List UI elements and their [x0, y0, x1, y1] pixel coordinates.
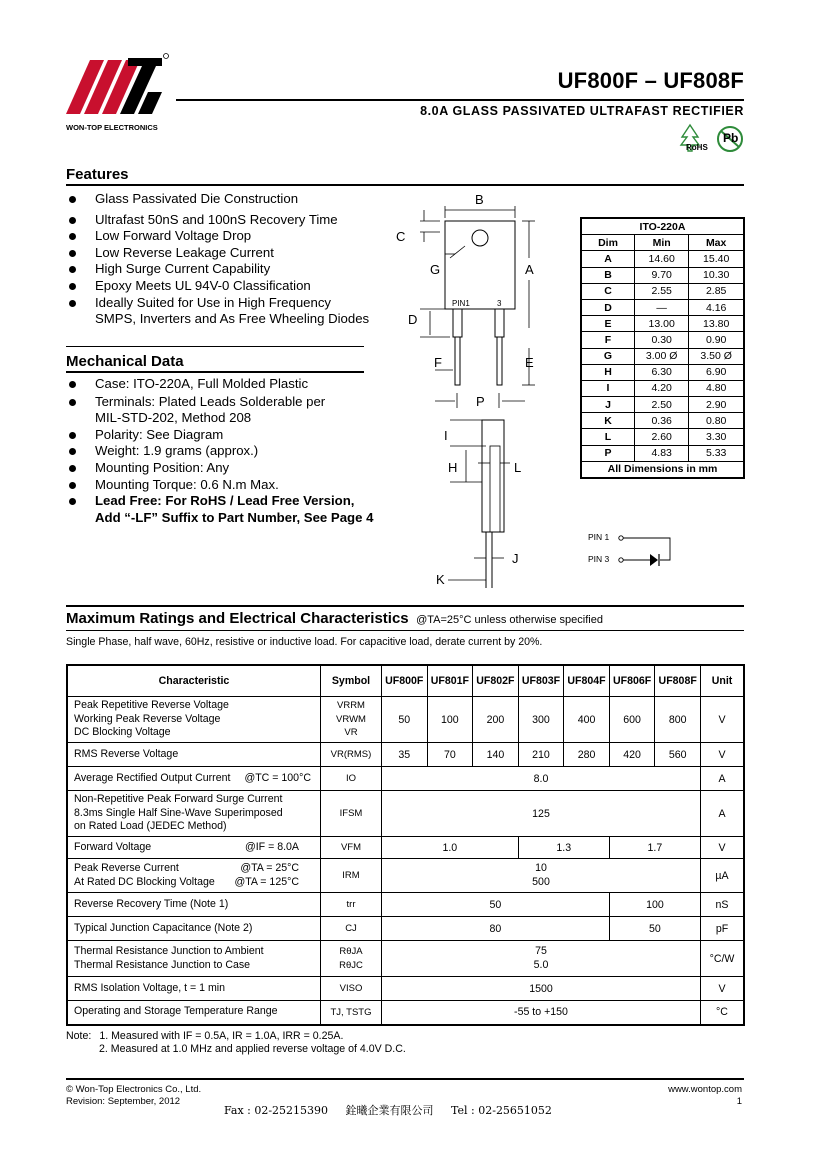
dim-value: 2.90 — [689, 397, 744, 413]
dim-header: Max — [689, 235, 744, 251]
dim-label-b: B — [475, 192, 484, 207]
dim-label-k: K — [436, 572, 445, 587]
pb-label: Pb — [723, 131, 739, 145]
dim-value: 4.16 — [689, 299, 744, 315]
dim-letter: B — [581, 267, 635, 283]
mechanical-rule — [66, 346, 364, 347]
company-logo — [66, 52, 170, 122]
contact-line: Fax : 02-25215390 銓曦企業有限公司 Tel : 02-25651052 — [224, 1104, 552, 1117]
list-item: Case: ITO-220A, Full Molded Plastic — [66, 376, 406, 393]
table-row: RMS Isolation Voltage, t = 1 min VISO 1500 V — [67, 977, 744, 1001]
dim-value: 13.00 — [635, 316, 689, 332]
mechanical-list — [66, 376, 406, 526]
col-header: UF801F — [427, 665, 473, 697]
list-item: Add “-LF” Suffix to Part Number, See Page 4 — [95, 509, 374, 525]
dim-letter: P — [581, 445, 635, 461]
dim-value: 2.55 — [635, 283, 689, 299]
dim-header: Min — [635, 235, 689, 251]
rohs-icon — [678, 123, 712, 157]
ratings-heading-line — [66, 610, 603, 628]
table-row: Peak Reverse Current @TA = 25°C At Rated DC Blocking Voltage @TA = 125°C IRM 10 500 µA — [67, 859, 744, 893]
dim-value: 4.80 — [689, 380, 744, 396]
dim-value: 0.80 — [689, 413, 744, 429]
table-row: Peak Repetitive Reverse Voltage Working Peak Reverse Voltage DC Blocking Voltage VRRM VRWM VR 50 100 200 300 400 600 800 V — [67, 697, 744, 743]
dim-value: 0.36 — [635, 413, 689, 429]
ratings-note: Single Phase, half wave, 60Hz, resistive or inductive load. For capacitive load, derate current by 20%. — [66, 636, 543, 648]
dim-value: 15.40 — [689, 251, 744, 267]
ratings-rule — [66, 630, 744, 631]
page-number: 1 — [736, 1096, 742, 1107]
brand-name: WON-TOP ELECTRONICS — [66, 123, 158, 132]
list-item: Glass Passivated Die Construction — [66, 191, 406, 208]
dim-label-p: P — [476, 394, 485, 409]
pin1-text: PIN1 — [452, 299, 470, 308]
dimensions-table — [580, 217, 745, 479]
col-header: UF808F — [655, 665, 701, 697]
dim-label-f: F — [434, 355, 442, 370]
list-item: Terminals: Plated Leads Solderable per — [66, 394, 406, 411]
dim-value: 3.30 — [689, 429, 744, 445]
dim-letter: K — [581, 413, 635, 429]
dim-value: 0.30 — [635, 332, 689, 348]
dim-value: 13.80 — [689, 316, 744, 332]
list-item: MIL-STD-202, Method 208 — [95, 410, 252, 426]
note-1: 1. Measured with IF = 0.5A, IR = 1.0A, IRR = 0.25A. — [99, 1030, 344, 1042]
dim-value: 14.60 — [635, 251, 689, 267]
list-item: SMPS, Inverters and As Free Wheeling Diodes — [95, 311, 370, 327]
page-subtitle: 8.0A GLASS PASSIVATED ULTRAFAST RECTIFIER — [420, 104, 744, 118]
pin3-schematic-label: PIN 3 — [588, 554, 610, 564]
package-diagram — [390, 188, 570, 588]
table-row — [581, 413, 744, 429]
table-row: Forward Voltage @IF = 8.0A VFM 1.0 1.3 1.7 V — [67, 837, 744, 859]
table-row — [581, 251, 744, 267]
list-item: Epoxy Meets UL 94V-0 Classification — [66, 278, 406, 295]
table-row — [581, 332, 744, 348]
mechanical-rule-under — [66, 371, 364, 373]
dim-letter: E — [581, 316, 635, 332]
col-header: Characteristic — [67, 665, 321, 697]
table-row: Average Rectified Output Current @TC = 100°C IO 8.0 A — [67, 767, 744, 791]
list-item: Low Reverse Leakage Current — [66, 245, 406, 262]
dim-value: 10.30 — [689, 267, 744, 283]
features-heading: Features — [66, 166, 129, 183]
dim-label-c: C — [396, 229, 406, 244]
list-item: Ultrafast 50nS and 100nS Recovery Time — [66, 212, 406, 229]
list-item: Mounting Torque: 0.6 N.m Max. — [66, 477, 406, 494]
dim-label-g: G — [430, 262, 441, 277]
ratings-table — [66, 664, 745, 1026]
table-row: Typical Junction Capacitance (Note 2) CJ 80 50 pF — [67, 917, 744, 941]
note-2: 2. Measured at 1.0 MHz and applied reverse voltage of 4.0V D.C. — [99, 1043, 406, 1055]
page-title: UF800F – UF808F — [557, 68, 744, 93]
table-row — [581, 429, 744, 445]
col-header: UF804F — [564, 665, 610, 697]
col-header: Unit — [701, 665, 745, 697]
package-name: ITO-220A — [581, 218, 744, 235]
dim-label-j: J — [512, 551, 519, 566]
dim-value: 4.20 — [635, 380, 689, 396]
website-link[interactable]: www.wontop.com — [668, 1084, 742, 1095]
list-item: Weight: 1.9 grams (approx.) — [66, 443, 406, 460]
col-header: UF806F — [609, 665, 655, 697]
dim-letter: G — [581, 348, 635, 364]
list-item: High Surge Current Capability — [66, 261, 406, 278]
table-row — [581, 348, 744, 364]
footer-rule — [66, 1078, 744, 1080]
table-row — [581, 316, 744, 332]
table-row: Reverse Recovery Time (Note 1) trr 50 100 nS — [67, 893, 744, 917]
dim-value: 4.83 — [635, 445, 689, 461]
dim-value: 2.50 — [635, 397, 689, 413]
dim-label-h: H — [448, 460, 458, 475]
pin3-text: 3 — [497, 299, 502, 308]
dim-label-i: I — [444, 428, 448, 443]
dim-value: — — [635, 299, 689, 315]
dim-letter: F — [581, 332, 635, 348]
title-rule — [176, 99, 744, 101]
table-row: Operating and Storage Temperature Range TJ, TSTG -55 to +150 °C — [67, 1001, 744, 1025]
lead-free-icon — [716, 125, 744, 153]
col-header: Symbol — [321, 665, 382, 697]
list-item: Mounting Position: Any — [66, 460, 406, 477]
table-row — [581, 299, 744, 315]
dim-letter: L — [581, 429, 635, 445]
revision: Revision: September, 2012 — [66, 1096, 181, 1107]
table-row — [581, 445, 744, 461]
col-header: UF802F — [473, 665, 519, 697]
dim-value: 2.60 — [635, 429, 689, 445]
dim-value: 9.70 — [635, 267, 689, 283]
features-rule — [66, 184, 744, 186]
col-header: UF803F — [518, 665, 564, 697]
dim-value: 0.90 — [689, 332, 744, 348]
dim-letter: I — [581, 380, 635, 396]
list-item: Low Forward Voltage Drop — [66, 228, 406, 245]
dim-letter: D — [581, 299, 635, 315]
table-row — [581, 364, 744, 380]
ratings-top-rule — [66, 605, 744, 607]
dim-value: 5.33 — [689, 445, 744, 461]
pin-schematic — [588, 530, 678, 570]
dim-label-l: L — [514, 460, 522, 475]
notes — [66, 1030, 406, 1056]
dim-header: Dim — [581, 235, 635, 251]
dim-label-a: A — [525, 262, 534, 277]
list-item: Ideally Suited for Use in High Frequency — [66, 295, 406, 312]
table-row: RMS Reverse Voltage VR(RMS) 35 70 140 210 280 420 560 V — [67, 743, 744, 767]
dim-letter: A — [581, 251, 635, 267]
list-item: Polarity: See Diagram — [66, 427, 406, 444]
table-row — [581, 380, 744, 396]
dim-label-d: D — [408, 312, 418, 327]
dim-letter: C — [581, 283, 635, 299]
dim-value: 6.30 — [635, 364, 689, 380]
dim-value: 6.90 — [689, 364, 744, 380]
dim-value: 2.85 — [689, 283, 744, 299]
table-row — [581, 267, 744, 283]
ratings-condition: @TA=25°C unless otherwise specified — [416, 614, 603, 626]
dimensions-footer: All Dimensions in mm — [581, 461, 744, 478]
col-header: UF800F — [382, 665, 428, 697]
list-item: Lead Free: For RoHS / Lead Free Version, — [66, 493, 406, 510]
dim-letter: H — [581, 364, 635, 380]
copyright: © Won-Top Electronics Co., Ltd. — [66, 1084, 202, 1095]
features-list — [66, 191, 406, 328]
table-row: Thermal Resistance Junction to Ambient Thermal Resistance Junction to Case RθJA RθJC 75 5.0 °C/W — [67, 941, 744, 977]
notes-label: Note: — [66, 1030, 92, 1042]
table-row — [581, 283, 744, 299]
pin1-schematic-label: PIN 1 — [588, 532, 610, 542]
dim-label-e: E — [525, 355, 534, 370]
table-row: Non-Repetitive Peak Forward Surge Current 8.3ms Single Half Sine-Wave Superimposed on Rated Load (JEDEC Method) IFSM 125 A — [67, 791, 744, 837]
rohs-label: RoHS — [686, 143, 708, 152]
dim-value: 3.50 Ø — [689, 348, 744, 364]
ratings-heading: Maximum Ratings and Electrical Characteristics — [66, 610, 409, 627]
mechanical-heading: Mechanical Data — [66, 353, 184, 370]
dim-letter: J — [581, 397, 635, 413]
table-row — [581, 397, 744, 413]
dim-value: 3.00 Ø — [635, 348, 689, 364]
